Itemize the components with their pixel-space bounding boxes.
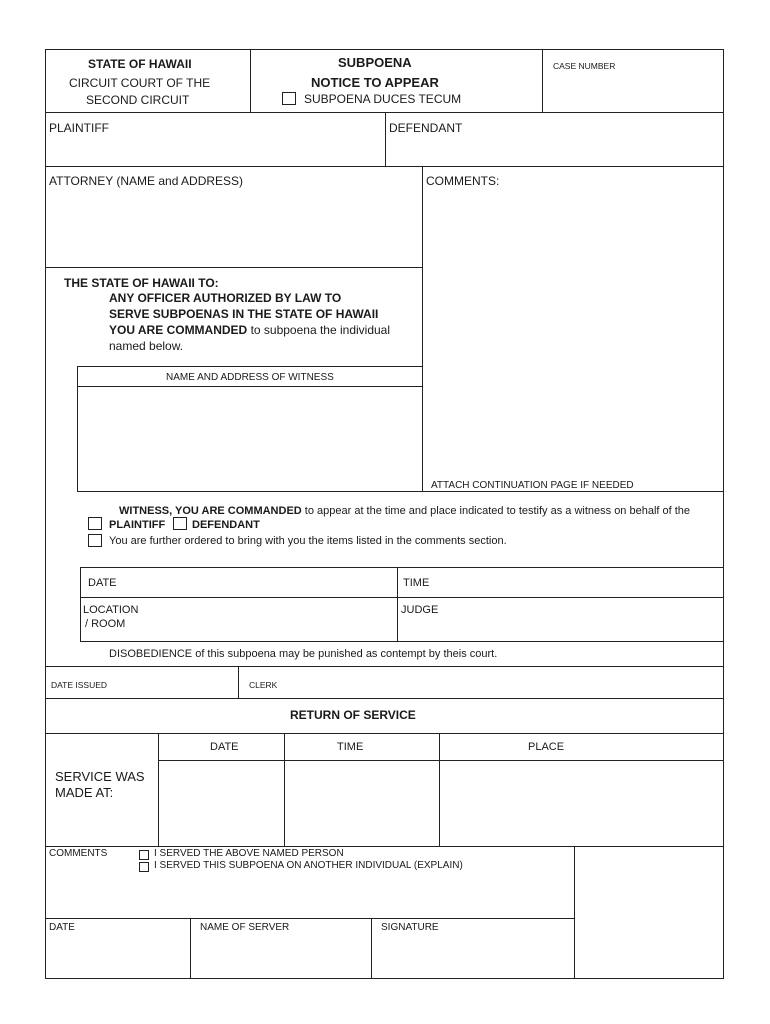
defendant-checkbox[interactable] [173,517,187,530]
attorney-label: ATTORNEY (NAME and ADDRESS) [49,174,244,188]
bring-items-label: You are further ordered to bring with you the items listed in the comments section. [109,535,507,547]
attorney-field[interactable] [48,191,419,265]
command-line-named: named below. [109,339,184,353]
service-place-field[interactable] [442,763,721,843]
command-commanded-rest: to subpoena the individual [247,323,391,337]
disobedience-warning [109,648,497,661]
command-line-officer: ANY OFFICER AUTHORIZED BY LAW TO [109,291,342,305]
divider [158,760,724,761]
disobedience-rest: of this subpoena may be punished as contempt by theis court. [192,648,498,660]
signature-field[interactable] [374,936,571,976]
clerk-field[interactable] [285,669,721,696]
bring-items-checkbox[interactable] [88,534,102,547]
divider [45,267,422,268]
case-number-label: CASE NUMBER [553,61,616,71]
served-other-label: I SERVED THIS SUBPOENA ON ANOTHER INDIVIDUAL (EXPLAIN) [154,860,463,871]
clerk-label: CLERK [249,680,278,690]
witness-box-label: NAME AND ADDRESS OF WITNESS [166,372,334,383]
served-person-label: I SERVED THE ABOVE NAMED PERSON [154,848,344,859]
duces-tecum-label: SUBPOENA DUCES TECUM [304,92,462,106]
signature-label: SIGNATURE [381,922,439,933]
server-comments-field[interactable] [48,875,571,915]
command-heading: THE STATE OF HAWAII TO: [64,276,219,290]
defendant-field[interactable] [388,137,721,164]
case-number-field[interactable] [546,76,720,108]
server-name-label: NAME OF SERVER [200,922,290,933]
return-time-header: TIME [337,741,364,753]
divider [238,666,239,698]
server-date-label: DATE [49,922,75,933]
plaintiff-field[interactable] [48,137,382,164]
divider [574,846,575,979]
appearance-time-field[interactable] [435,570,721,595]
defendant-label: DEFENDANT [389,121,463,135]
divider [45,666,724,667]
server-date-field[interactable] [48,936,187,976]
duces-tecum-checkbox[interactable] [282,92,296,105]
form-title: SUBPOENA [338,55,412,70]
divider [542,49,543,112]
witness-command-rest: to appear at the time and place indicated to testify as a witness on behalf of the [301,505,691,517]
witness-command-bold: WITNESS, YOU ARE COMMANDED [119,505,302,517]
date-issued-field[interactable] [118,669,234,696]
divider [158,733,159,846]
server-comments-label: COMMENTS [49,848,108,859]
divider [45,846,724,847]
divider [250,49,251,112]
judge-field[interactable] [440,600,721,640]
command-line-commanded [109,324,390,338]
served-person-checkbox[interactable] [139,850,149,860]
service-time-field[interactable] [287,763,436,843]
service-date-field[interactable] [161,763,281,843]
room-label: / ROOM [85,618,126,630]
disobedience-word: DISOBEDIENCE [109,648,193,660]
location-field[interactable] [145,600,393,640]
service-made-label-line1: SERVICE WAS [55,769,145,784]
plaintiff-checkbox[interactable] [88,517,102,530]
divider [45,733,724,734]
server-name-field[interactable] [193,936,368,976]
divider [45,166,724,167]
divider [397,567,398,642]
service-made-label-line2: MADE AT: [55,785,114,800]
divider [45,918,574,919]
location-label: LOCATION [83,604,139,616]
judge-label: JUDGE [401,604,439,616]
appearance-date-label: DATE [88,577,117,589]
witness-command-text [119,505,690,518]
return-date-header: DATE [210,741,239,753]
divider [439,733,440,846]
divider [190,918,191,979]
appearance-time-label: TIME [403,577,430,589]
divider [45,698,724,699]
command-line-serve: SERVE SUBPOENAS IN THE STATE OF HAWAII [109,307,379,321]
defendant-option-label: DEFENDANT [192,519,260,531]
served-other-checkbox[interactable] [139,862,149,872]
divider [385,112,386,166]
plaintiff-label: PLAINTIFF [49,121,110,135]
date-issued-label: DATE ISSUED [51,680,108,690]
court-circuit: SECOND CIRCUIT [86,93,190,107]
plaintiff-option-label: PLAINTIFF [109,519,166,531]
divider [284,733,285,846]
comments-field[interactable] [425,191,721,476]
notice-to-appear-title: NOTICE TO APPEAR [311,75,439,90]
continuation-note: ATTACH CONTINUATION PAGE IF NEEDED [431,480,634,491]
comments-label: COMMENTS: [426,174,500,188]
divider [77,386,422,387]
appearance-date-field[interactable] [125,570,393,595]
divider [80,597,724,598]
court-state: STATE OF HAWAII [88,57,192,71]
divider [371,918,372,979]
return-of-service-title: RETURN OF SERVICE [290,708,416,722]
command-commanded-bold: YOU ARE COMMANDED [109,323,248,337]
witness-name-address-field[interactable] [80,389,420,489]
court-name: CIRCUIT COURT OF THE [69,76,211,90]
return-place-header: PLACE [528,741,565,753]
